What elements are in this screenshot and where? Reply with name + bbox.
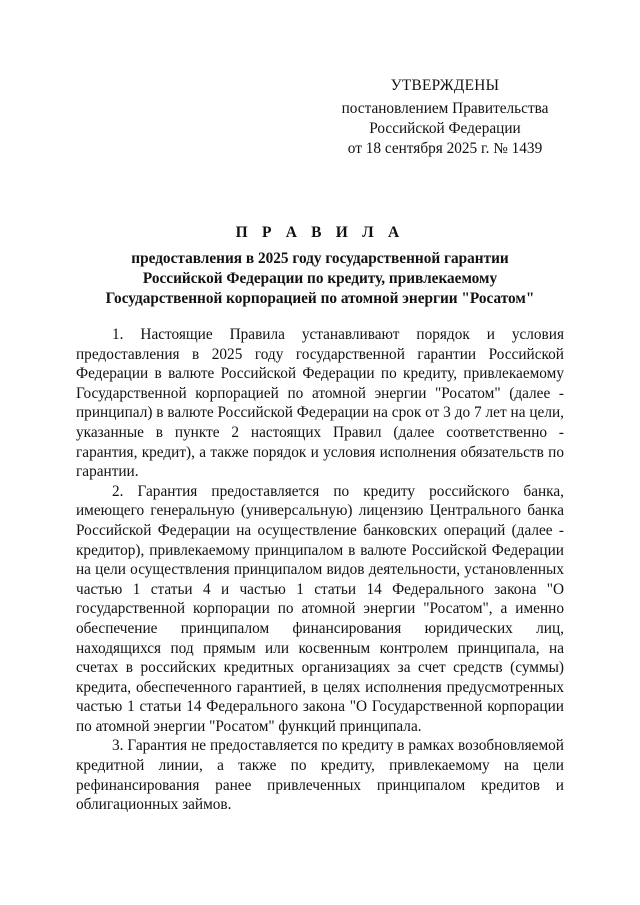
subtitle-line-2: Российской Федерации по кредиту, привлекаемому — [142, 270, 498, 287]
approval-line-1: постановлением Правительства — [341, 100, 549, 117]
approval-title: УТВЕРЖДЕНЫ — [390, 77, 500, 94]
paragraph-1: 1. Настоящие Правила устанавливают порядок и условия предоставления в 2025 году государственной гарантии Российской Федерации в валюте Российской Федерации по кредиту, привлекаемому Государственной корпорацией по атомной энергии "Росатом" (далее - принципал) в валюте Российской Федерации на срок от 3 до 7 лет на цели, указанные в пункте 2 настоящих Правил (далее соответственно - гарантия, кредит), а также порядок и условия исполнения обязательств по гарантии. — [76, 326, 564, 481]
approval-line-2: Российской Федерации — [369, 120, 521, 137]
subtitle-line-3: Государственной корпорацией по атомной энергии "Росатом" — [105, 290, 535, 307]
subtitle-line-1: предоставления в 2025 году государственной гарантии — [131, 250, 509, 267]
approval-line-3: от 18 сентября 2025 г. № 1439 — [347, 140, 543, 157]
document-body — [76, 325, 564, 815]
paragraph-3: 3. Гарантия не предоставляется по кредиту в рамках возобновляемой кредитной линии, а также по кредиту, привлекаемому на цели рефинансирования ранее привлеченных принципалом кредитов и облигационных займов. — [76, 737, 564, 814]
paragraph-2: 2. Гарантия предоставляется по кредиту российского банка, имеющего генеральную (универсальную) лицензию Центрального банка Российской Федерации на осуществление банковских операций (далее - кредитор), привлекаемому принципалом в валюте Российской Федерации на цели осуществления принципалом видов деятельности, установленных частью 1 статьи 4 и частью 1 статьи 14 Федерального закона "О государственной корпорации по атомной энергии "Росатом", а именно обеспечение принципалом финансирования юридических лиц, находящихся под прямым или косвенным контролем принципала, на счетах в российских кредитных организациях за счет средств (суммы) кредита, обеспеченного гарантией, в целях исполнения предусмотренных частью 1 статьи 14 Федерального закона "О Государственной корпорации по атомной энергии "Росатом" функций принципала. — [76, 482, 564, 735]
document-subtitle — [76, 249, 564, 309]
document-title: П Р А В И Л А — [235, 224, 405, 241]
approval-block — [340, 76, 550, 159]
